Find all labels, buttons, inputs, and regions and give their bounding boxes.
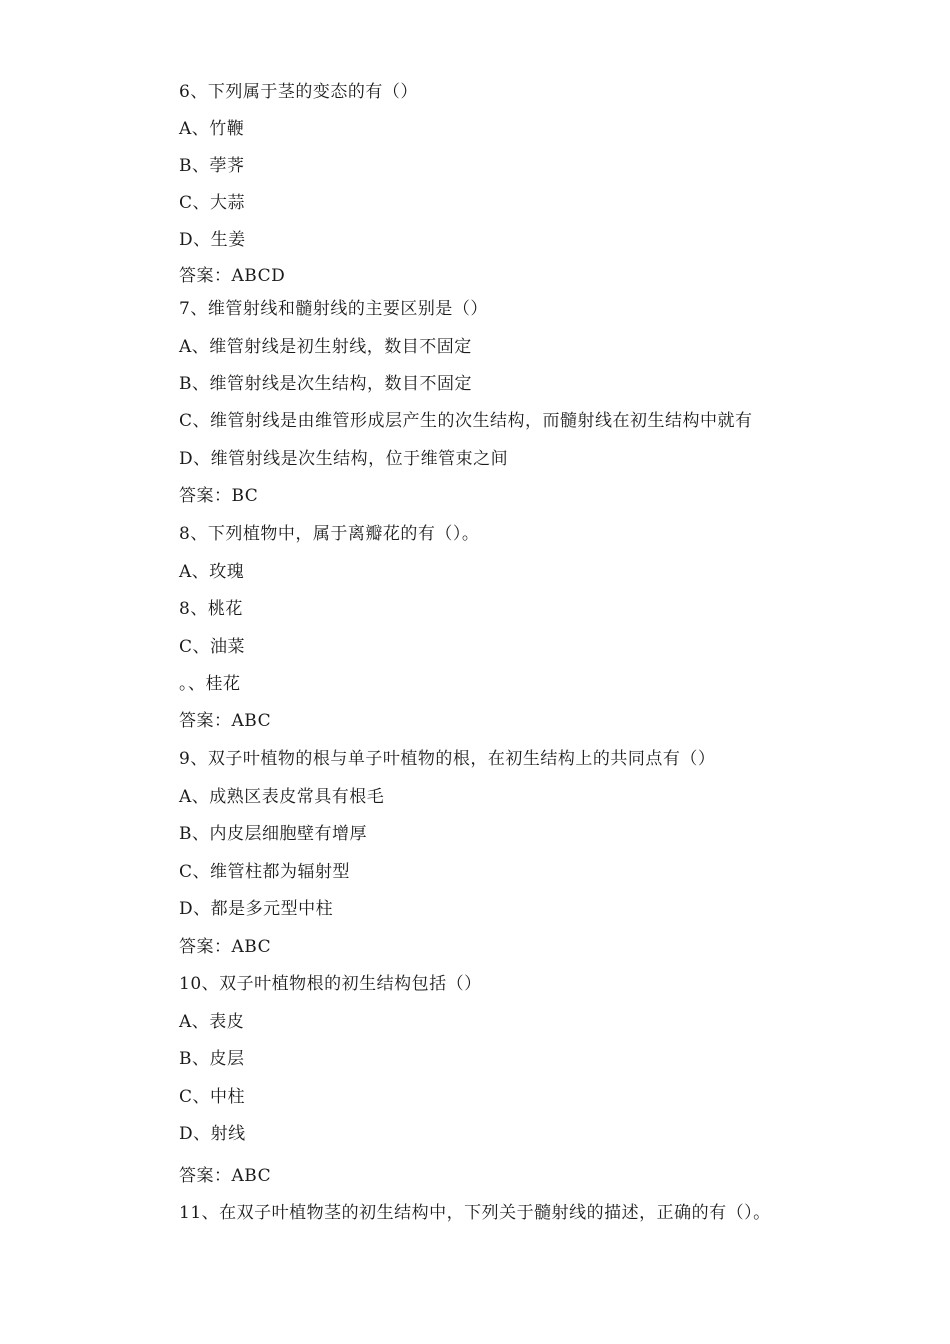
option-c: C、大蒜 xyxy=(179,193,246,213)
question-10-stem: 10、双子叶植物根的初生结构包括（） xyxy=(179,974,482,994)
option-d: D、射线 xyxy=(179,1124,246,1144)
option-c: C、油菜 xyxy=(179,637,246,657)
option-d: D、维管射线是次生结构，位于维管束之间 xyxy=(179,449,509,469)
option-b: B、皮层 xyxy=(179,1049,245,1069)
question-6-stem: 6、下列属于茎的变态的有（） xyxy=(179,82,418,102)
answer-6: 答案：ABCD xyxy=(179,266,286,286)
question-8-stem: 8、下列植物中，属于离瓣花的有（）。 xyxy=(179,524,480,544)
answer-8: 答案：ABC xyxy=(179,711,272,731)
option-d: 。、桂花 xyxy=(179,674,241,694)
option-b: B、荸荠 xyxy=(179,156,245,176)
option-a: A、玫瑰 xyxy=(179,562,245,582)
option-a: A、表皮 xyxy=(179,1012,245,1032)
answer-7: 答案：BC xyxy=(179,486,259,506)
option-a: A、成熟区表皮常具有根毛 xyxy=(179,787,385,807)
answer-10: 答案：ABC xyxy=(179,1166,272,1186)
option-b: B、维管射线是次生结构，数目不固定 xyxy=(179,374,472,394)
option-d: D、生姜 xyxy=(179,230,246,250)
option-b: B、内皮层细胞壁有增厚 xyxy=(179,824,367,844)
option-b: 8、桃花 xyxy=(179,599,243,619)
option-c: C、维管射线是由维管形成层产生的次生结构，而髓射线在初生结构中就有 xyxy=(179,411,753,431)
question-9-stem: 9、双子叶植物的根与单子叶植物的根，在初生结构上的共同点有（） xyxy=(179,749,716,769)
option-a: A、维管射线是初生射线，数目不固定 xyxy=(179,337,472,357)
question-11-stem: 11、在双子叶植物茎的初生结构中，下列关于髓射线的描述，正确的有（）。 xyxy=(179,1203,771,1223)
question-7-stem: 7、维管射线和髓射线的主要区别是（） xyxy=(179,299,488,319)
option-a: A、竹鞭 xyxy=(179,119,245,139)
option-c: C、中柱 xyxy=(179,1087,246,1107)
option-c: C、维管柱都为辐射型 xyxy=(179,862,351,882)
option-d: D、都是多元型中柱 xyxy=(179,899,334,919)
answer-9: 答案：ABC xyxy=(179,937,272,957)
